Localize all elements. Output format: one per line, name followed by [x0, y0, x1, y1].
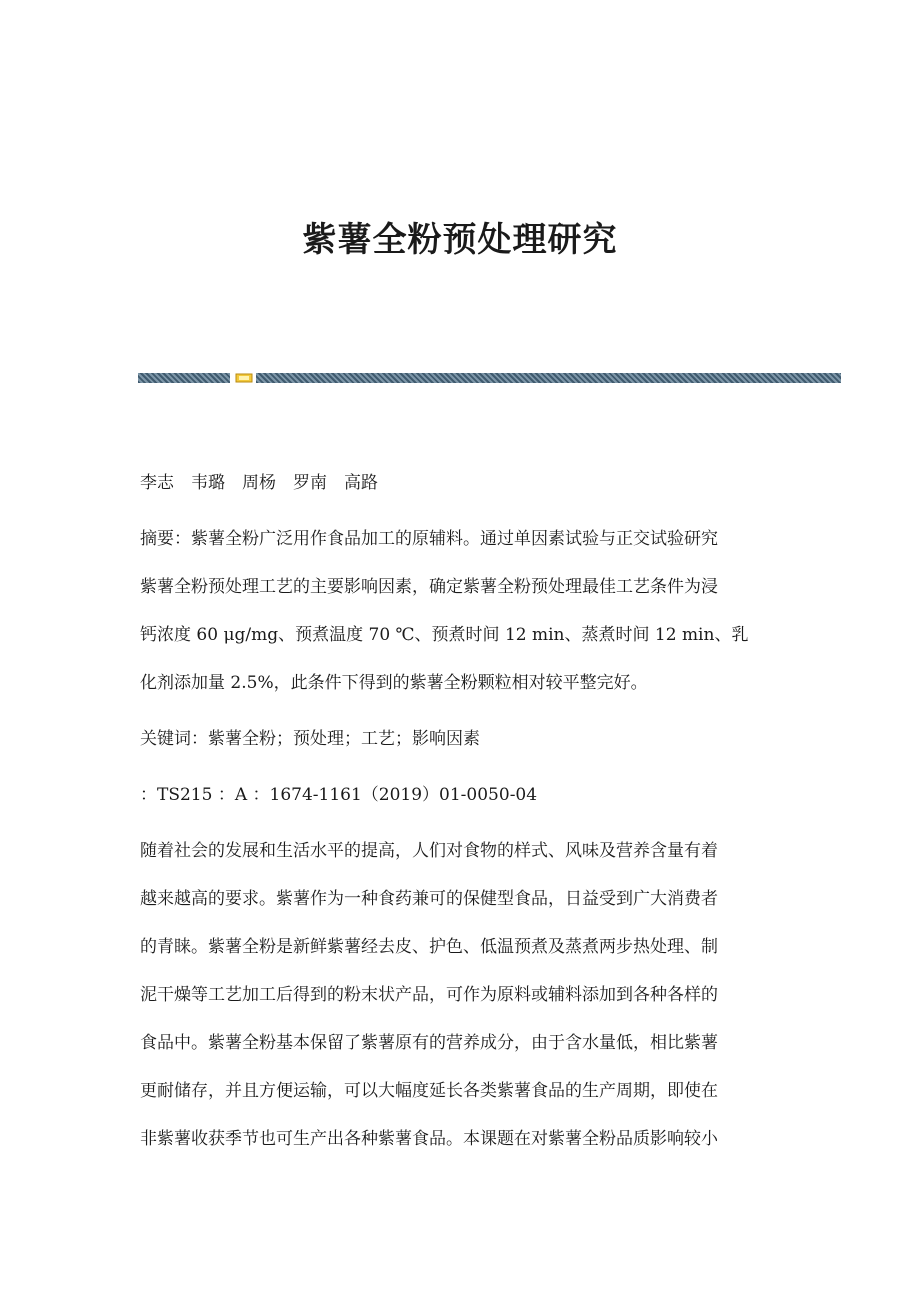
title-divider-right: [256, 373, 841, 383]
document-title: 紫薯全粉预处理研究: [302, 220, 618, 260]
abstract-line: 摘要：紫薯全粉广泛用作食品加工的原辅料。通过单因素试验与正交试验研究: [140, 529, 718, 549]
body-line: 的青睐。紫薯全粉是新鲜紫薯经去皮、护色、低温预煮及蒸煮两步热处理、制: [140, 937, 718, 957]
body-line: 更耐储存，并且方便运输，可以大幅度延长各类紫薯食品的生产周期，即使在: [140, 1081, 718, 1101]
body-line: 食品中。紫薯全粉基本保留了紫薯原有的营养成分，由于含水量低，相比紫薯: [140, 1033, 718, 1053]
body-line: 越来越高的要求。紫薯作为一种食药兼可的保健型食品，日益受到广大消费者: [140, 889, 718, 909]
abstract-line: 紫薯全粉预处理工艺的主要影响因素，确定紫薯全粉预处理最佳工艺条件为浸: [140, 577, 718, 597]
abstract-line: 化剂添加量 2.5%，此条件下得到的紫薯全粉颗粒相对较平整完好。: [140, 673, 648, 693]
classification-line: ：TS215 ：A ：1674-1161（2019）01-0050-04: [140, 785, 538, 805]
body-line: 随着社会的发展和生活水平的提高，人们对食物的样式、风味及营养含量有着: [140, 841, 718, 861]
divider-ornament-icon: [235, 372, 253, 384]
author-list: 李志 韦璐 周杨 罗南 高路: [140, 473, 378, 493]
keywords: 关键词：紫薯全粉；预处理；工艺；影响因素: [140, 729, 480, 749]
body-line: 非紫薯收获季节也可生产出各种紫薯食品。本课题在对紫薯全粉品质影响较小: [140, 1129, 718, 1149]
title-divider-left: [138, 373, 230, 383]
abstract-line: 钙浓度 60 μg/mg、预煮温度 70 ℃、预煮时间 12 min、蒸煮时间 12 min、乳: [140, 625, 749, 645]
body-line: 泥干燥等工艺加工后得到的粉末状产品，可作为原料或辅料添加到各种各样的: [140, 985, 718, 1005]
